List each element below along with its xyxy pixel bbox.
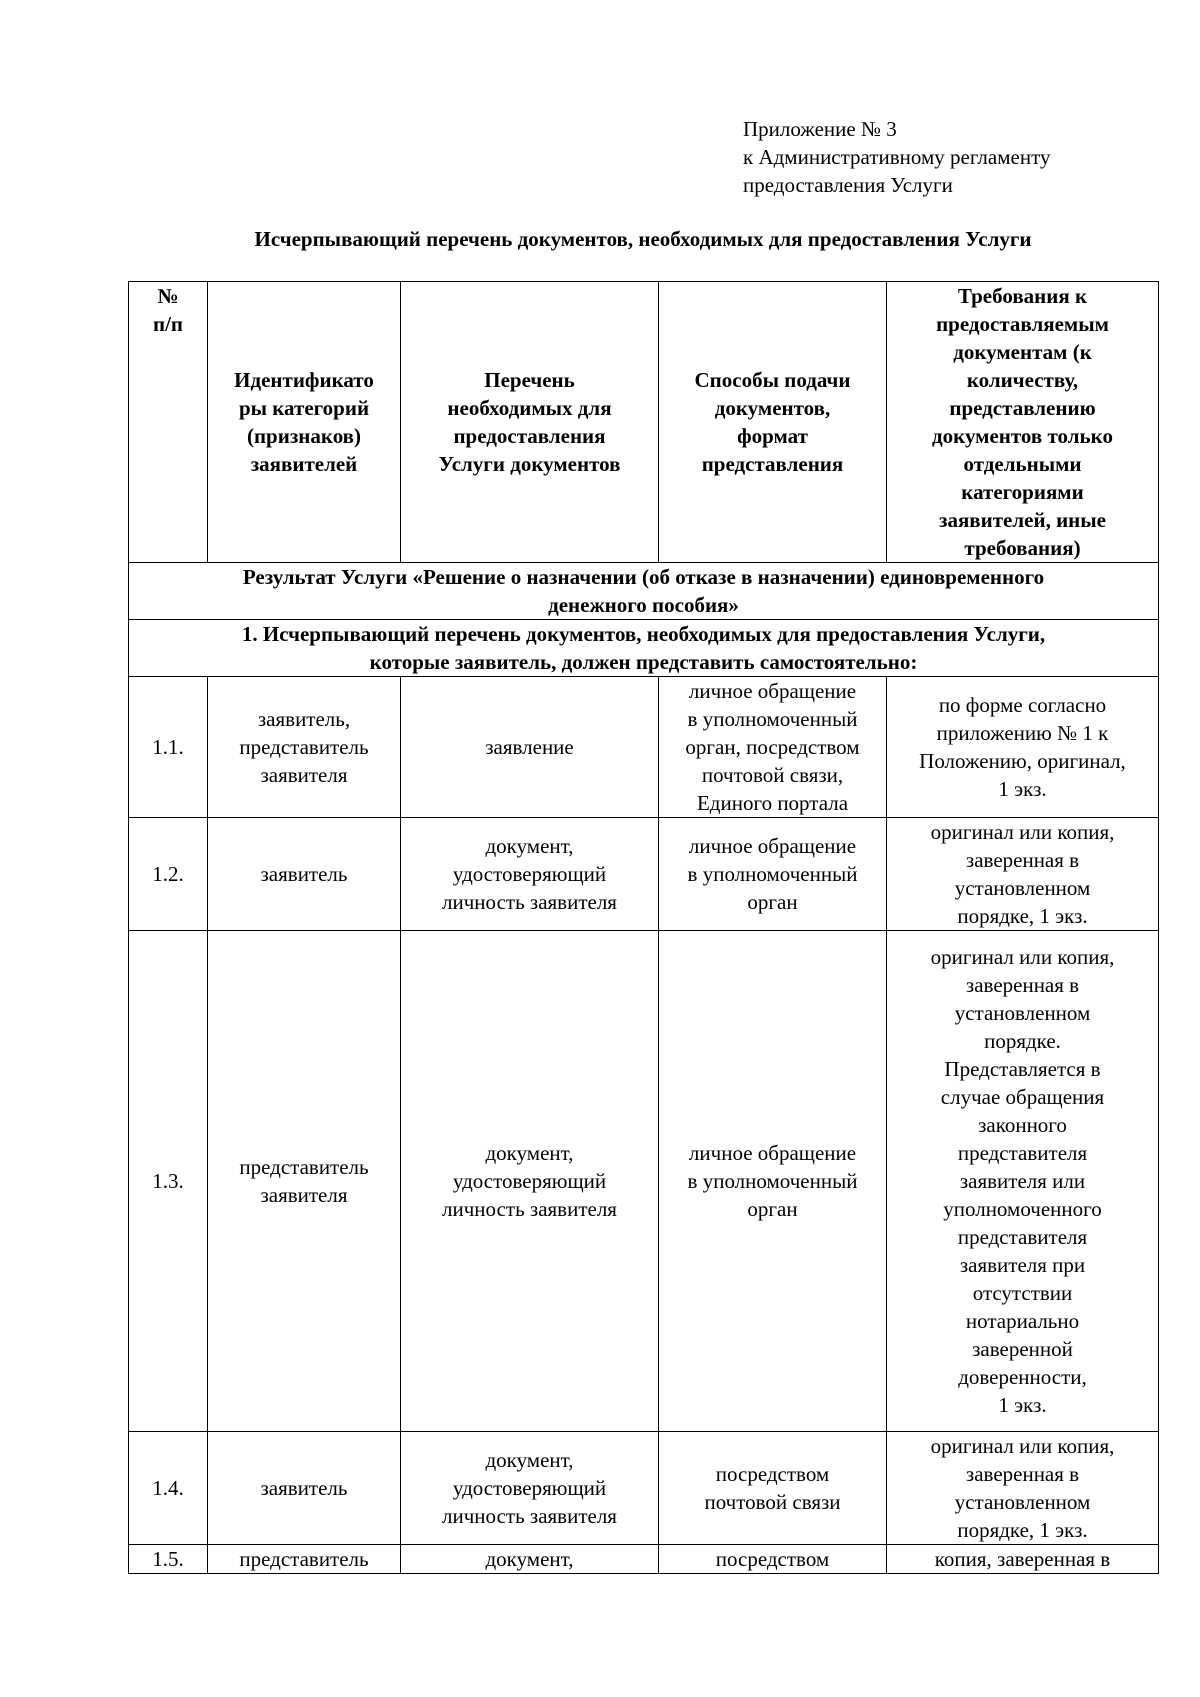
section-row (129, 620, 1159, 677)
row-method: посредством (659, 1545, 887, 1574)
row-document: документ, удостоверяющий личность заявителя (401, 818, 659, 931)
row-method: личное обращение в уполномоченный орган (659, 931, 887, 1432)
table-header-row (129, 282, 1159, 563)
appendix-line-2: к Административному регламенту (743, 145, 1051, 169)
row-category: представитель заявителя (208, 931, 401, 1432)
row-method: посредством почтовой связи (659, 1432, 887, 1545)
result-heading: Результат Услуги «Решение о назначении (об отказе в назначении) единовременного денежного пособия» (129, 563, 1159, 620)
row-method: личное обращение в уполномоченный орган, посредством почтовой связи, Единого портала (659, 677, 887, 818)
row-number: 1.4. (129, 1432, 208, 1545)
row-number: 1.5. (129, 1545, 208, 1574)
row-document: документ, удостоверяющий личность заявителя (401, 931, 659, 1432)
row-number: 1.2. (129, 818, 208, 931)
row-number: 1.1. (129, 677, 208, 818)
appendix-line-3: предоставления Услуги (743, 173, 953, 197)
row-method: личное обращение в уполномоченный орган (659, 818, 887, 931)
table-row (129, 931, 1159, 1432)
header-document: Перечень необходимых для предоставления Услуги документов (401, 282, 659, 563)
header-requirements: Требования к предоставляемым документам (к количеству, представлению документов только отдельными категориями заявителей, иные требования) (887, 282, 1159, 563)
row-category: заявитель (208, 818, 401, 931)
table-row (129, 1432, 1159, 1545)
row-requirements: копия, заверенная в (887, 1545, 1159, 1574)
header-number: № п/п (129, 282, 208, 563)
appendix-block (743, 115, 1050, 199)
header-method: Способы подачи документов, формат представления (659, 282, 887, 563)
row-document: документ, (401, 1545, 659, 1574)
row-number: 1.3. (129, 931, 208, 1432)
table-row (129, 1545, 1159, 1574)
section-heading: 1. Исчерпывающий перечень документов, необходимых для предоставления Услуги, которые заявитель, должен представить самостоятельно: (129, 620, 1159, 677)
document-title: Исчерпывающий перечень документов, необходимых для предоставления Услуги (254, 227, 1032, 251)
row-category: представитель (208, 1545, 401, 1574)
row-category: заявитель (208, 1432, 401, 1545)
header-category: Идентификато ры категорий (признаков) заявителей (208, 282, 401, 563)
row-requirements: по форме согласно приложению № 1 к Положению, оригинал, 1 экз. (887, 677, 1159, 818)
table-row (129, 818, 1159, 931)
row-requirements: оригинал или копия, заверенная в установленном порядке, 1 экз. (887, 818, 1159, 931)
appendix-line-1: Приложение № 3 (743, 117, 897, 141)
row-document: заявление (401, 677, 659, 818)
row-document: документ, удостоверяющий личность заявителя (401, 1432, 659, 1545)
row-category: заявитель, представитель заявителя (208, 677, 401, 818)
row-requirements: оригинал или копия, заверенная в установленном порядке. Представляется в случае обращения законного представителя заявителя или уполномоченного представителя заявителя при отсутствии нотариально заверенной доверенности, 1 экз. (887, 931, 1159, 1432)
row-requirements: оригинал или копия, заверенная в установленном порядке, 1 экз. (887, 1432, 1159, 1545)
documents-table (128, 281, 1159, 1574)
result-row (129, 563, 1159, 620)
table-row (129, 677, 1159, 818)
